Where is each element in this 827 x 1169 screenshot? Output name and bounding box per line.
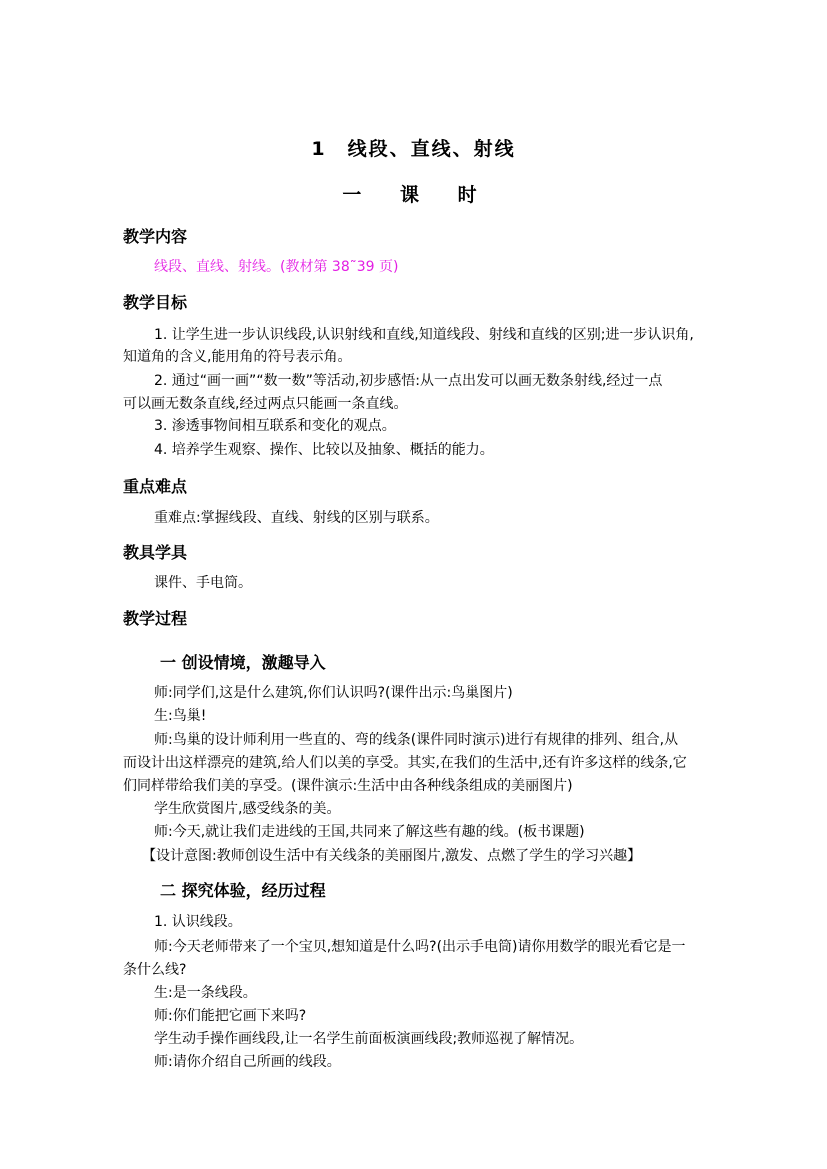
heading-content: 教学内容	[123, 227, 188, 246]
part1-line: 而设计出这样漂亮的建筑,给人们以美的享受。其实,在我们的生活中,还有许多这样的线条,它	[123, 755, 687, 771]
part2-line: 1. 认识线段。	[154, 914, 242, 930]
lesson-title: 1 线段、直线、射线	[311, 138, 516, 160]
part1-line: 学生欣赏图片,感受线条的美。	[154, 801, 341, 817]
heading-process: 教学过程	[123, 609, 188, 628]
part2-line: 条什么线?	[123, 962, 187, 978]
key-text: 重难点:掌握线段、直线、射线的区别与联系。	[154, 510, 439, 526]
part1-line: 生:鸟巢!	[154, 708, 207, 724]
part2-heading: 二 探究体验，经历过程	[160, 881, 326, 900]
goal-line: 可以画无数条直线,经过两点只能画一条直线。	[123, 396, 408, 412]
part1-line: 师:鸟巢的设计师利用一些直的、弯的线条(课件同时演示)进行有规律的排列、组合,从	[154, 732, 679, 748]
lesson-subtitle: 一 课 时	[342, 184, 493, 206]
goal-line: 2. 通过“画一画”“数一数”等活动,初步感悟:从一点出发可以画无数条射线,经过一点	[154, 373, 663, 389]
content-text: 线段、直线、射线。(教材第 38˜39 页)	[154, 259, 399, 275]
tools-text: 课件、手电筒。	[154, 575, 252, 591]
part2-line: 师:你们能把它画下来吗?	[154, 1008, 307, 1024]
heading-goals: 教学目标	[123, 293, 188, 312]
part2-line: 师:今天老师带来了一个宝贝,想知道是什么吗?(出示手电筒)请你用数学的眼光看它是一	[154, 939, 686, 955]
part1-line: 师:今天,就让我们走进线的王国,共同来了解这些有趣的线。(板书课题)	[154, 824, 585, 840]
part2-line: 生:是一条线段。	[154, 985, 257, 1001]
part2-line: 师:请你介绍自己所画的线段。	[154, 1054, 341, 1070]
part1-line: 师:同学们,这是什么建筑,你们认识吗?(课件出示:鸟巢图片)	[154, 685, 513, 701]
goal-line: 1. 让学生进一步认识线段,认识射线和直线,知道线段、射线和直线的区别;进一步认识角,	[154, 327, 694, 343]
design-intent-note: 【设计意图:教师创设生活中有关线条的美丽图片,激发、点燃了学生的学习兴趣】	[142, 848, 642, 864]
goal-line: 3. 渗透事物间相互联系和变化的观点。	[154, 418, 396, 434]
goal-line: 4. 培养学生观察、操作、比较以及抽象、概括的能力。	[154, 442, 494, 458]
heading-key-points: 重点难点	[123, 477, 188, 496]
part1-heading: 一 创设情境，激趣导入	[160, 653, 326, 672]
part1-line: 们同样带给我们美的享受。(课件演示:生活中由各种线条组成的美丽图片)	[123, 778, 573, 794]
part2-line: 学生动手操作画线段,让一名学生前面板演画线段;教师巡视了解情况。	[154, 1031, 584, 1047]
goal-line: 知道角的含义,能用角的符号表示角。	[123, 349, 352, 365]
heading-tools: 教具学具	[123, 543, 188, 562]
